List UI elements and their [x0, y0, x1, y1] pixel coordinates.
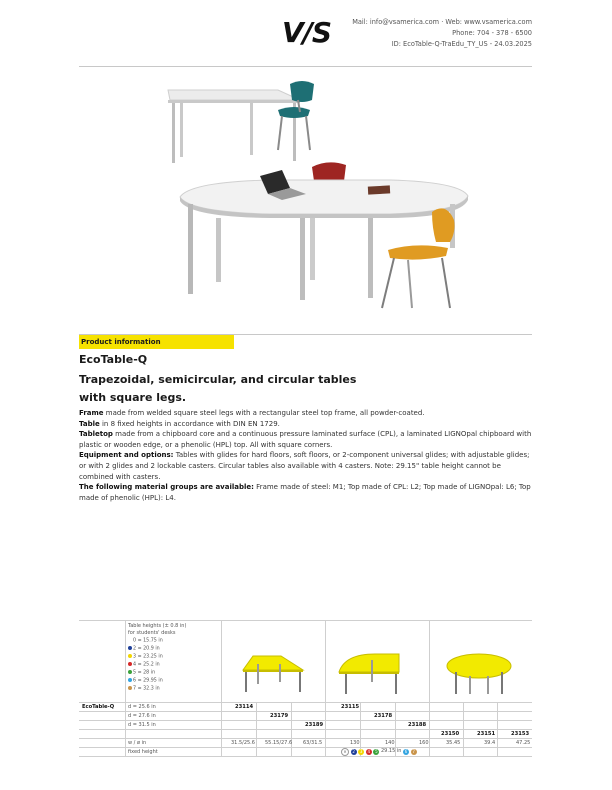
table-col-divider — [429, 620, 430, 756]
dimension-value: 140 — [385, 740, 395, 746]
height-option: 3 = 23.25 in — [128, 654, 163, 660]
dimension-value: 63/31.5 — [303, 740, 323, 746]
dimension-value: 47.25 — [516, 740, 531, 746]
height-4-swatch-icon: 4 — [367, 749, 371, 754]
table-label: Table — [79, 419, 100, 428]
height-option: 7 = 32.3 in — [128, 686, 160, 692]
material-groups-paragraph — [79, 482, 534, 503]
equipment-paragraph — [79, 450, 534, 482]
table-col-divider — [463, 702, 464, 756]
header-divider — [79, 66, 532, 67]
article-number: 23115 — [341, 704, 360, 710]
depth-label: d = 31.5 in — [128, 722, 156, 728]
contact-line: ID: EcoTable-Q-TraEdu_TY_US - 24.03.2025 — [391, 40, 532, 48]
depth-label: d = 25.6 in — [128, 704, 156, 710]
table-row-divider — [79, 711, 532, 712]
color-dot-icon — [128, 670, 132, 674]
width-diameter-label: w / ø in — [128, 740, 147, 746]
height-5-swatch-icon: 5 — [375, 749, 378, 754]
dimension-value: 55.15/27.6 — [265, 740, 293, 746]
article-number: 23151 — [477, 731, 496, 737]
circular-table-icon — [441, 648, 517, 698]
table-col-divider — [291, 702, 292, 756]
equipment-text: Tables with glides for hard floors, soft floors, or 2-component universal glides; with adjustable glides; or with 2 glides and 2 lockable casters. Circular tables also available with 4 casters. Note: 29.15" table height cannot be combined with casters. — [79, 451, 530, 481]
contact-line: Mail: info@vsamerica.com · Web: www.vsamerica.com — [352, 18, 532, 26]
table-col-divider — [325, 620, 326, 756]
height-option: 2 = 20.9 in — [128, 646, 160, 652]
dimension-value: 31.5/25.6 — [231, 740, 255, 746]
color-dot-icon — [128, 638, 132, 642]
table-col-divider — [256, 702, 257, 756]
trapezoidal-table-icon — [239, 650, 311, 696]
table-row-divider — [79, 738, 532, 739]
dimension-value: 130 — [350, 740, 360, 746]
table-border-bottom — [79, 756, 532, 757]
height-0-crossed-icon: × — [341, 748, 349, 756]
color-dot-icon — [128, 654, 132, 658]
height-option: 5 = 28 in — [128, 670, 155, 676]
material-groups-label: The following material groups are available: — [79, 483, 254, 492]
product-variants-table — [79, 620, 532, 757]
tabletop-label: Tabletop — [79, 430, 113, 439]
tabletop-paragraph — [79, 429, 534, 450]
row-label: EcoTable-Q — [82, 704, 115, 710]
article-number: 23153 — [511, 731, 530, 737]
table-border-top — [79, 620, 532, 621]
article-number: 23179 — [270, 713, 289, 719]
height-7-swatch-icon: 7 — [412, 749, 415, 754]
height-6-swatch-icon: 6 — [404, 749, 408, 754]
equipment-label: Equipment and options: — [79, 451, 174, 460]
table-row-divider — [79, 729, 532, 730]
table-row-divider — [79, 720, 532, 721]
table-col-divider — [497, 702, 498, 756]
fixed-height-value: 29.15 in — [380, 748, 402, 754]
height-3-swatch-icon: 3 — [359, 749, 363, 754]
height-option: 0 = 15.75 in — [128, 638, 163, 644]
article-number: 23114 — [235, 704, 254, 710]
article-number: 23189 — [305, 722, 324, 728]
color-dot-icon — [128, 646, 132, 650]
table-col-divider — [125, 620, 126, 756]
table-col-divider — [221, 620, 222, 756]
color-dot-icon — [128, 686, 132, 690]
table-row-divider — [79, 747, 532, 748]
height-option: 6 = 29.95 in — [128, 678, 163, 684]
article-number: 23178 — [374, 713, 393, 719]
product-subtitle: Trapezoidal, semicircular, and circular tables with square legs. — [79, 373, 357, 404]
article-number: 23188 — [408, 722, 427, 728]
frame-label: Frame — [79, 409, 104, 417]
table-row-divider — [79, 702, 532, 703]
table-paragraph — [79, 419, 534, 430]
fixed-height-options — [341, 748, 417, 756]
dimension-value: 160 — [419, 740, 429, 746]
fixed-height-label: fixed height — [128, 749, 158, 755]
contact-line: Phone: 704 - 378 - 6500 — [452, 29, 532, 37]
section-label: Product information — [79, 335, 234, 349]
color-dot-icon — [128, 662, 132, 666]
heights-title: Table heights (± 0.8 in) — [128, 623, 187, 629]
dimension-value: 35.45 — [446, 740, 461, 746]
height-2-swatch-icon: 2 — [352, 749, 355, 754]
frame-paragraph — [79, 408, 534, 419]
heights-subtitle: for students' desks — [128, 630, 176, 636]
product-description — [79, 408, 534, 503]
material-groups-text: Frame made of steel: M1; Top made of CPL: L2; Top made of LIGNOpal: L6; Top made of phenolic (HPL): L4. — [79, 483, 531, 502]
depth-label: d = 27.6 in — [128, 713, 156, 719]
dimension-value: 39.4 — [484, 740, 496, 746]
semicircular-table-icon — [335, 650, 407, 696]
table-text: in 8 fixed heights in accordance with DIN EN 1729. — [99, 419, 280, 428]
height-option: 4 = 25.2 in — [128, 662, 160, 668]
color-dot-icon — [128, 678, 132, 682]
tabletop-text: made from a chipboard core and a continuous pressure laminated surface (CPL), a laminated LIGNOpal chipboard with plastic or wooden edge, or a phenolic (HPL) top. All with square corners. — [79, 430, 532, 449]
product-title: EcoTable-Q — [79, 353, 148, 366]
article-number: 23150 — [441, 731, 460, 737]
frame-text: made from welded square steel legs with a rectangular steel top frame, all powder-coated. — [103, 409, 425, 417]
brand-logo: V/S — [282, 16, 332, 49]
contact-block — [352, 17, 532, 50]
product-photo — [150, 72, 480, 322]
